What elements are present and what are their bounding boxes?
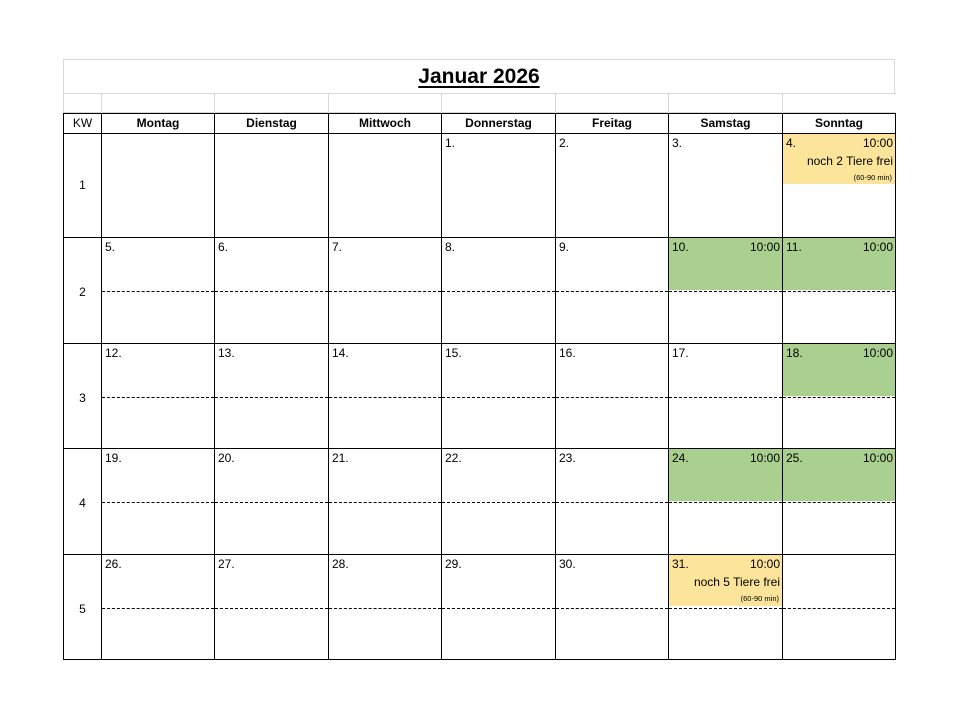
dotted-divider [556,608,668,609]
day-number: 5. [105,240,116,254]
spacer-cell [441,93,556,113]
day-number: 11. [786,240,802,254]
day-cell[interactable] [782,448,895,554]
dotted-divider [102,397,214,398]
appointment-time: 10:00 [749,240,780,254]
day-cell[interactable] [101,448,214,554]
day-number: 20. [218,451,235,465]
day-cell[interactable] [214,343,328,448]
day-number: 12. [105,346,122,360]
appointment-time: 10:00 [749,451,780,465]
dotted-divider [442,291,555,292]
day-cell[interactable] [328,237,441,343]
grid-right-border [895,113,896,660]
dotted-divider [102,608,214,609]
day-number: 24. [672,451,689,465]
day-cell[interactable] [441,448,555,554]
spacer-row [63,93,895,113]
day-number: 25. [786,451,803,465]
calendar-sheet [63,59,896,660]
day-cell[interactable] [328,343,441,448]
day-number: 6. [218,240,229,254]
dotted-divider [783,502,895,503]
day-number: 17. [672,346,689,360]
dotted-divider [442,502,555,503]
day-number: 2. [559,136,570,150]
header-day: Freitag [555,113,668,133]
availability-note: noch 5 Tiere frei [693,575,780,589]
dotted-divider [102,291,214,292]
dotted-divider [783,608,895,609]
day-cell[interactable] [668,133,782,237]
day-cell[interactable] [782,133,895,237]
day-cell[interactable] [101,237,214,343]
header-day: Mittwoch [328,113,441,133]
day-cell[interactable] [555,343,668,448]
day-cell[interactable] [441,554,555,659]
week-number: 2 [79,285,86,299]
dotted-divider [329,502,441,503]
day-cell[interactable] [668,448,782,554]
appointment-time: 10:00 [862,240,893,254]
header-day: Samstag [668,113,782,133]
day-number: 22. [445,451,462,465]
day-cell[interactable] [328,133,441,237]
dotted-divider [215,608,328,609]
dotted-divider [329,291,441,292]
dotted-divider [329,397,441,398]
day-number: 13. [218,346,235,360]
dotted-divider [783,397,895,398]
week-number-cell [63,554,101,659]
spacer-cell [63,93,102,113]
day-number: 14. [332,346,349,360]
grid-bottom-border [63,659,896,660]
day-cell[interactable] [101,133,214,237]
day-number: 23. [559,451,576,465]
week-number: 5 [79,602,86,616]
dotted-divider [556,502,668,503]
day-number: 18. [786,346,803,360]
day-number: 16. [559,346,576,360]
day-number: 3. [672,136,683,150]
day-number: 27. [218,557,235,571]
day-cell[interactable] [555,237,668,343]
header-day: Donnerstag [441,113,555,133]
spacer-cell [328,93,442,113]
day-cell[interactable] [441,237,555,343]
day-cell[interactable] [555,448,668,554]
spacer-cell [214,93,329,113]
availability-note: noch 2 Tiere frei [806,154,893,168]
dotted-divider [669,502,782,503]
calendar-grid [63,113,896,660]
header-day: Dienstag [214,113,328,133]
dotted-divider [442,608,555,609]
day-cell[interactable] [555,133,668,237]
spacer-cell [555,93,669,113]
header-day: Montag [101,113,214,133]
dotted-divider [669,291,782,292]
dotted-divider [556,291,668,292]
day-cell[interactable] [441,133,555,237]
day-cell[interactable] [782,343,895,448]
spacer-cell [668,93,783,113]
spacer-cell [782,93,896,113]
day-number: 31. [672,557,689,571]
dotted-divider [442,397,555,398]
day-cell[interactable] [441,343,555,448]
appointment-time: 10:00 [749,557,780,571]
day-number: 4. [786,136,797,150]
day-number: 10. [672,240,689,254]
day-number: 21. [332,451,349,465]
duration-note: (60-90 min) [740,594,779,603]
week-number-cell [63,448,101,554]
day-cell[interactable] [668,554,782,659]
day-cell[interactable] [214,448,328,554]
header-kw: KW [63,113,101,133]
duration-note: (60-90 min) [853,173,892,182]
day-number: 8. [445,240,456,254]
day-number: 26. [105,557,122,571]
dotted-divider [329,608,441,609]
day-number: 30. [559,557,576,571]
day-cell[interactable] [101,554,214,659]
day-number: 19. [105,451,122,465]
day-number: 28. [332,557,349,571]
day-cell[interactable] [782,237,895,343]
dotted-divider [556,397,668,398]
header-day: Sonntag [782,113,895,133]
day-cell[interactable] [214,554,328,659]
dotted-divider [102,502,214,503]
appointment-time: 10:00 [862,451,893,465]
day-cell[interactable] [101,343,214,448]
appointment-time: 10:00 [862,346,893,360]
dotted-divider [215,291,328,292]
week-number-cell [63,237,101,343]
day-cell[interactable] [214,133,328,237]
day-number: 29. [445,557,462,571]
day-number: 7. [332,240,343,254]
day-cell[interactable] [214,237,328,343]
day-cell[interactable] [555,554,668,659]
week-number: 3 [79,391,86,405]
dotted-divider [669,608,782,609]
dotted-divider [215,502,328,503]
day-number: 1. [445,136,456,150]
spacer-cell [101,93,215,113]
day-cell[interactable] [668,343,782,448]
week-number: 4 [79,496,86,510]
appointment-time: 10:00 [862,136,893,150]
week-number-cell [63,343,101,448]
day-cell[interactable] [328,554,441,659]
day-number: 9. [559,240,570,254]
week-number-cell [63,133,101,237]
day-cell[interactable] [782,554,895,659]
week-number: 1 [79,178,86,192]
title-row [63,59,895,93]
dotted-divider [783,291,895,292]
dotted-divider [215,397,328,398]
dotted-divider [669,397,782,398]
day-cell[interactable] [668,237,782,343]
day-number: 15. [445,346,462,360]
day-cell[interactable] [328,448,441,554]
calendar-title: Januar 2026 [418,65,540,88]
